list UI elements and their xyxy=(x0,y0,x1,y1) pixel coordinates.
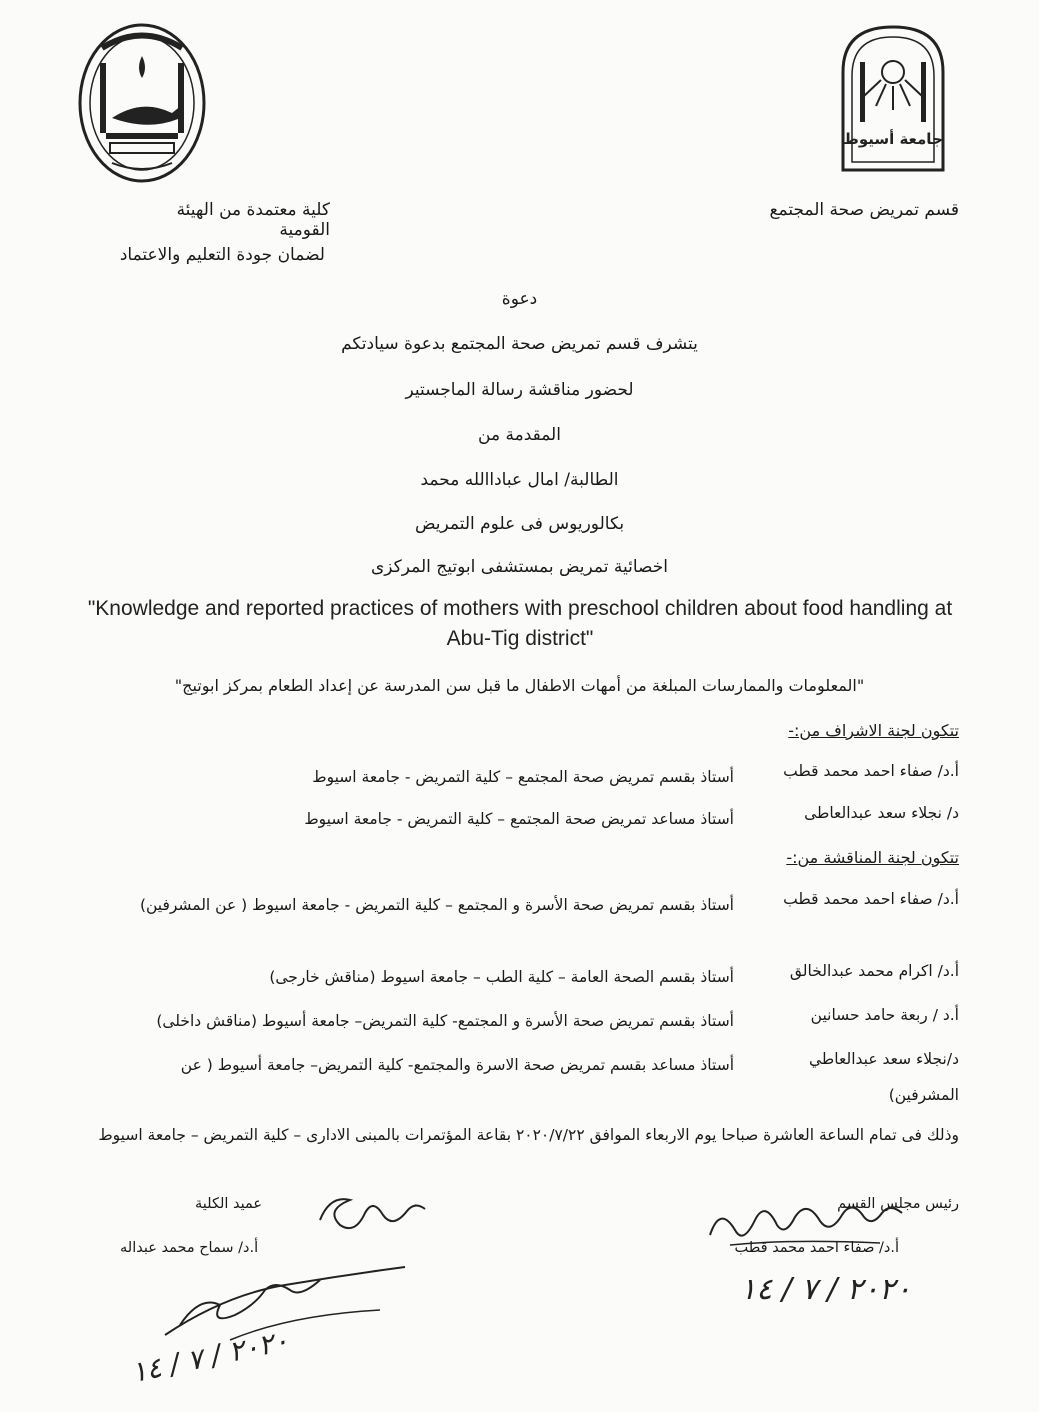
discussion-heading: تتكون لجنة المناقشة من:- xyxy=(786,848,959,867)
student-degree: بكالوريوس فى علوم التمريض xyxy=(414,514,625,534)
accreditation-line-2: لضمان جودة التعليم والاعتماد xyxy=(119,245,325,265)
member-name: أ.د/ صفاء احمد محمد قطب xyxy=(783,762,959,780)
dean-signature xyxy=(310,1185,440,1245)
faculty-lamp-emblem-icon xyxy=(72,18,212,188)
department-head-date: ٢٠٢٠ / ٧ / ١٤ xyxy=(740,1272,912,1307)
department-head-name: أ.د/ صفاء احمد محمد قطب xyxy=(734,1240,899,1256)
dean-name: أ.د/ سماح محمد عبداله xyxy=(120,1240,259,1256)
department-head-title: رئيس مجلس القسم xyxy=(837,1196,959,1212)
invitation-heading: دعوة xyxy=(501,289,538,309)
thesis-title-en: "Knowledge and reported practices of mothers with preschool children about food handling at Abu-Tig district" xyxy=(87,597,953,650)
member-affiliation: أستاذ بقسم تمريض صحة الأسرة و المجتمع – كلية التمريض - جامعة اسيوط ( عن المشرفين) xyxy=(139,896,734,914)
accreditation-line-1: كلية معتمدة من الهيئة القومية xyxy=(176,200,330,240)
supervision-heading: تتكون لجنة الاشراف من:- xyxy=(788,721,959,740)
member-name: د/نجلاء سعد عبدالعاطي xyxy=(809,1050,959,1068)
thesis-title-ar: "المعلومات والممارسات المبلغة من أمهات الاطفال ما قبل سن المدرسة عن إعداد الطعام بمركز ابوتيج" xyxy=(174,676,865,695)
member-affiliation: أستاذ بقسم الصحة العامة – كلية الطب – جامعة اسيوط (مناقش خارجى) xyxy=(269,968,734,986)
member-name: أ.د/ اكرام محمد عبدالخالق xyxy=(789,962,959,980)
member-affiliation: أستاذ بقسم تمريض صحة الأسرة و المجتمع- كلية التمريض– جامعة أسيوط (مناقش داخلى) xyxy=(156,1012,734,1030)
member-affiliation: أستاذ مساعد بقسم تمريض صحة الاسرة والمجتمع- كلية التمريض– جامعة أسيوط ( عن المشرفين) xyxy=(180,1056,959,1104)
member-name: أ.د/ صفاء احمد محمد قطب xyxy=(783,890,959,908)
assiut-university-logo xyxy=(838,22,948,172)
invitation-line-3: المقدمة من xyxy=(478,425,561,445)
closing-paragraph: وذلك فى تمام الساعة العاشرة صباحا يوم الاربعاء الموافق ٢٠٢٠/٧/٢٢ بقاعة المؤتمرات بالمبنى الادارى – كلية التمريض – جامعة اسيوط xyxy=(98,1126,959,1144)
dean-date: ٢٠٢٠ / ٧ / ١٤ xyxy=(128,1323,292,1390)
student-position: اخصائية تمريض بمستشفى ابوتيج المركزى xyxy=(371,557,668,577)
logo-text: جامعة أسيوط xyxy=(843,130,943,148)
student-name: الطالبة/ امال عباداالله محمد xyxy=(420,470,619,490)
department-name: قسم تمريض صحة المجتمع xyxy=(769,200,959,220)
member-name: أ.د / ربعة حامد حسانين xyxy=(810,1006,959,1024)
invitation-line-1: يتشرف قسم تمريض صحة المجتمع بدعوة سيادتكم xyxy=(341,334,698,354)
dean-title: عميد الكلية xyxy=(195,1196,263,1212)
member-affiliation: أستاذ بقسم تمريض صحة المجتمع – كلية التمريض - جامعة اسيوط xyxy=(312,768,734,786)
member-affiliation: أستاذ مساعد تمريض صحة المجتمع – كلية التمريض - جامعة اسيوط xyxy=(304,810,734,828)
invitation-line-2: لحضور مناقشة رسالة الماجستير xyxy=(405,380,634,400)
member-name: د/ نجلاء سعد عبدالعاطى xyxy=(804,804,959,822)
